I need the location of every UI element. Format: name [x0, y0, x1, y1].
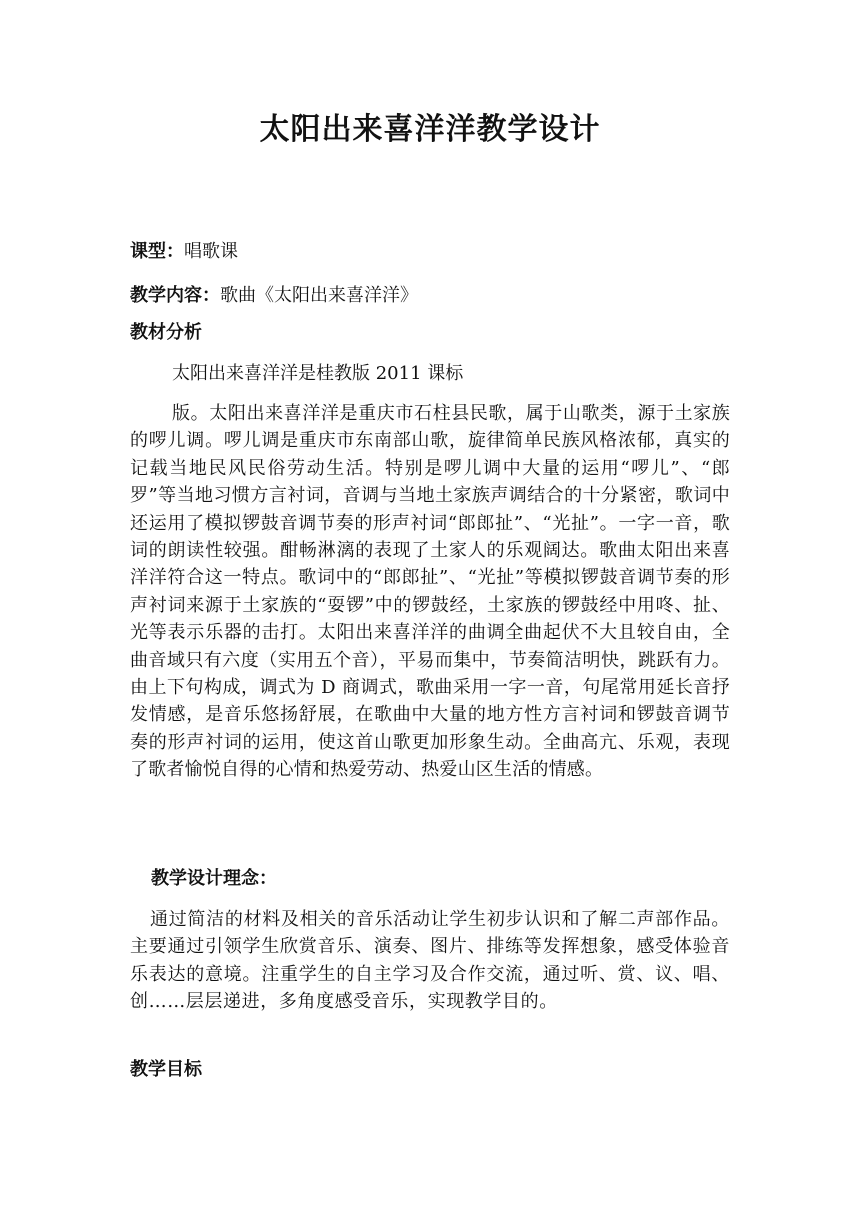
course-type-line: [130, 241, 238, 263]
analysis-intro: 太阳出来喜洋洋是桂教版 2011 课标: [172, 363, 464, 384]
teaching-goals-heading: 教学目标: [130, 1059, 202, 1080]
course-type-label: 课型：: [130, 241, 184, 262]
design-concept-heading: 教学设计理念：: [151, 868, 277, 889]
teaching-content-label: 教学内容：: [130, 285, 220, 306]
course-type-value: 唱歌课: [184, 241, 238, 262]
design-concept-paragraph: 通过简洁的材料及相关的音乐活动让学生初步认识和了解二声部作品。主要通过引领学生欣赏音乐、演奏、图片、排练等发挥想象，感受体验音乐表达的意境。注重学生的自主学习及合作交流，通过听、赏、议、唱、创……层层递进，多角度感受音乐，实现教学目的。: [130, 909, 730, 1013]
analysis-paragraph: 版。太阳出来喜洋洋是重庆市石柱县民歌，属于山歌类，源于土家族的啰儿调。啰儿调是重庆市东南部山歌，旋律简单民族风格浓郁，真实的记载当地民风民俗劳动生活。特别是啰儿调中大量的运用“啰儿”、“郎罗”等当地习惯方言衬词，音调与当地土家族声调结合的十分紧密，歌词中还运用了模拟锣鼓音调节奏的形声衬词“郎郎扯”、“光扯”。一字一音，歌词的朗读性较强。酣畅淋漓的表现了土家人的乐观阔达。歌曲太阳出来喜洋洋符合这一特点。歌词中的“郎郎扯”、“光扯”等模拟锣鼓音调节奏的形声衬词来源于土家族的“耍锣”中的锣鼓经，土家族的锣鼓经中用咚、扯、光等表示乐器的击打。太阳出来喜洋洋的曲调全曲起伏不大且较自由，全曲音域只有六度（实用五个音），平易而集中，节奏简洁明快，跳跃有力。由上下句构成，调式为 D 商调式，歌曲采用一字一音，句尾常用延长音抒发情感，是音乐悠扬舒展，在歌曲中大量的地方性方言衬词和锣鼓音调节奏的形声衬词的运用，使这首山歌更加形象生动。全曲高亢、乐观，表现了歌者愉悦自得的心情和热爱劳动、热爱山区生活的情感。: [130, 403, 730, 781]
document-title: 太阳出来喜洋洋教学设计: [259, 112, 601, 147]
teaching-content-line: [130, 285, 418, 307]
analysis-heading: 教材分析: [130, 322, 202, 343]
teaching-content-value: 歌曲《太阳出来喜洋洋》: [220, 285, 418, 306]
